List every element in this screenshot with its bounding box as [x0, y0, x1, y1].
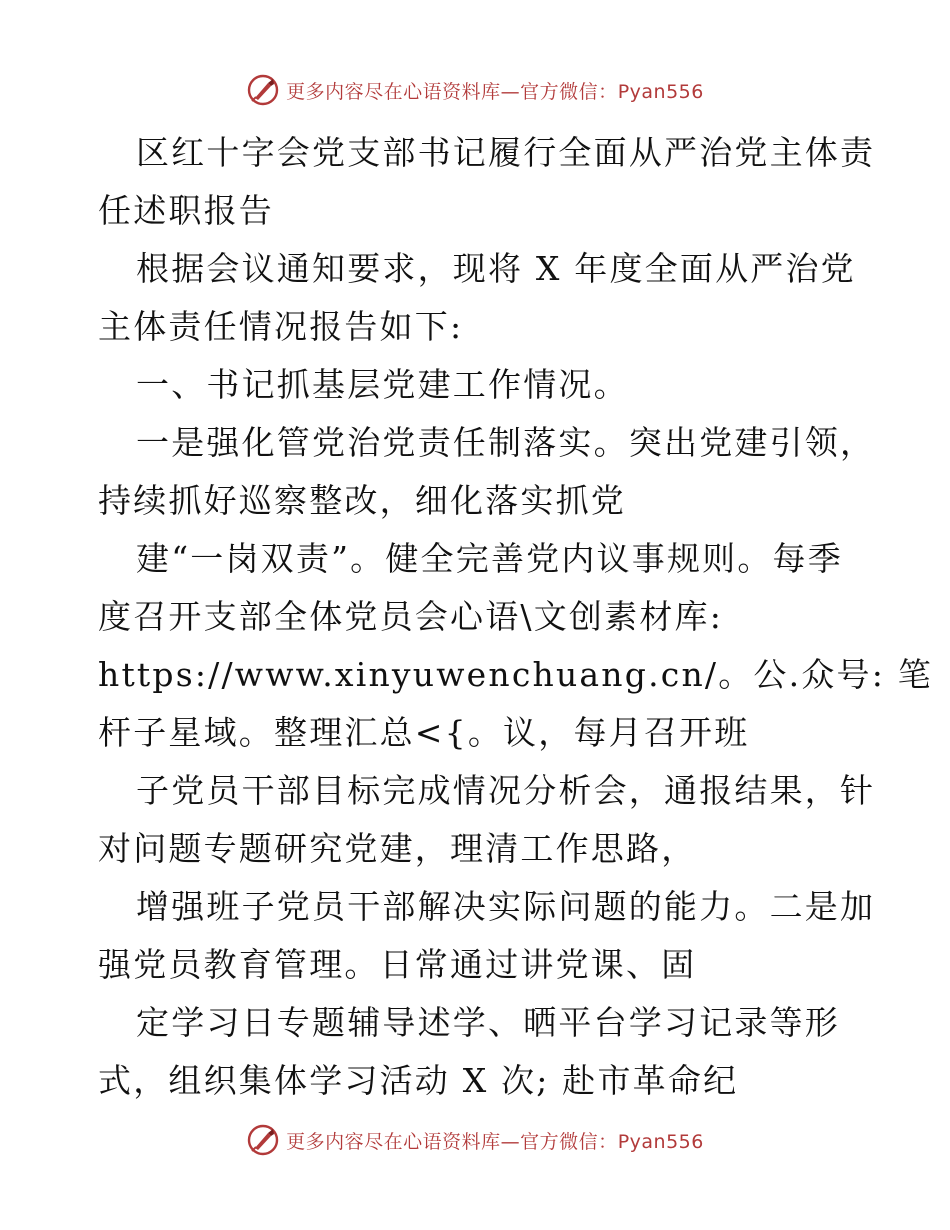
- quill-logo-icon: [246, 73, 280, 107]
- document-line: 增强班子党员干部解决实际问题的能力。二是加: [136, 887, 876, 926]
- document-line: 度召开支部全体党员会心语\文创素材库:: [98, 597, 724, 636]
- document-line: 根据会议通知要求，现将 X 年度全面从严治党: [136, 249, 856, 288]
- banner-wechat-id: Pyan556: [617, 80, 704, 103]
- banner-dash: —: [500, 1130, 521, 1153]
- document-line: 持续抓好巡察整改，细化落实抓党: [98, 481, 626, 520]
- header-banner: [0, 70, 950, 110]
- document-line: 一、书记抓基层党建工作情况。: [136, 365, 629, 404]
- document-line: 杆子星域。整理汇总<{。议，每月召开班: [98, 713, 750, 752]
- document-line: 建“一岗双责”。健全完善党内议事规则。每季: [136, 539, 843, 578]
- banner-wechat-id: Pyan556: [617, 1130, 704, 1153]
- document-line: 定学习日专题辅导述学、晒平台学习记录等形: [136, 1003, 840, 1042]
- document-line: 强党员教育管理。日常通过讲党课、固: [98, 945, 697, 984]
- footer-banner-text: [286, 1127, 704, 1154]
- header-banner-text: [286, 77, 704, 104]
- document-line: 一是强化管党治党责任制落实。突出党建引领，: [136, 423, 876, 462]
- banner-site-text: 更多内容尽在心语资料库: [286, 1130, 501, 1153]
- document-line: https://www.xinyuwenchuang.cn/。公.众号: 笔: [98, 655, 933, 694]
- document-line: 任述职报告: [98, 191, 274, 230]
- banner-wechat-label: 官方微信：: [520, 1130, 618, 1153]
- banner-site-text: 更多内容尽在心语资料库: [286, 80, 501, 103]
- document-body: [98, 124, 933, 1110]
- footer-banner-inner: [246, 1123, 704, 1157]
- document-line: 子党员干部目标完成情况分析会，通报结果，针: [136, 771, 876, 810]
- document-line: 式，组织集体学习活动 X 次; 赴市革命纪: [98, 1061, 739, 1100]
- banner-wechat-label: 官方微信：: [520, 80, 618, 103]
- document-line: 对问题专题研究党建，理清工作思路，: [98, 829, 697, 868]
- footer-banner: [0, 1120, 950, 1160]
- quill-logo-icon: [246, 1123, 280, 1157]
- document-line: 主体责任情况报告如下:: [98, 307, 464, 346]
- document-line: 区红十字会党支部书记履行全面从严治党主体责: [136, 133, 876, 172]
- header-banner-inner: [246, 73, 704, 107]
- banner-dash: —: [500, 80, 521, 103]
